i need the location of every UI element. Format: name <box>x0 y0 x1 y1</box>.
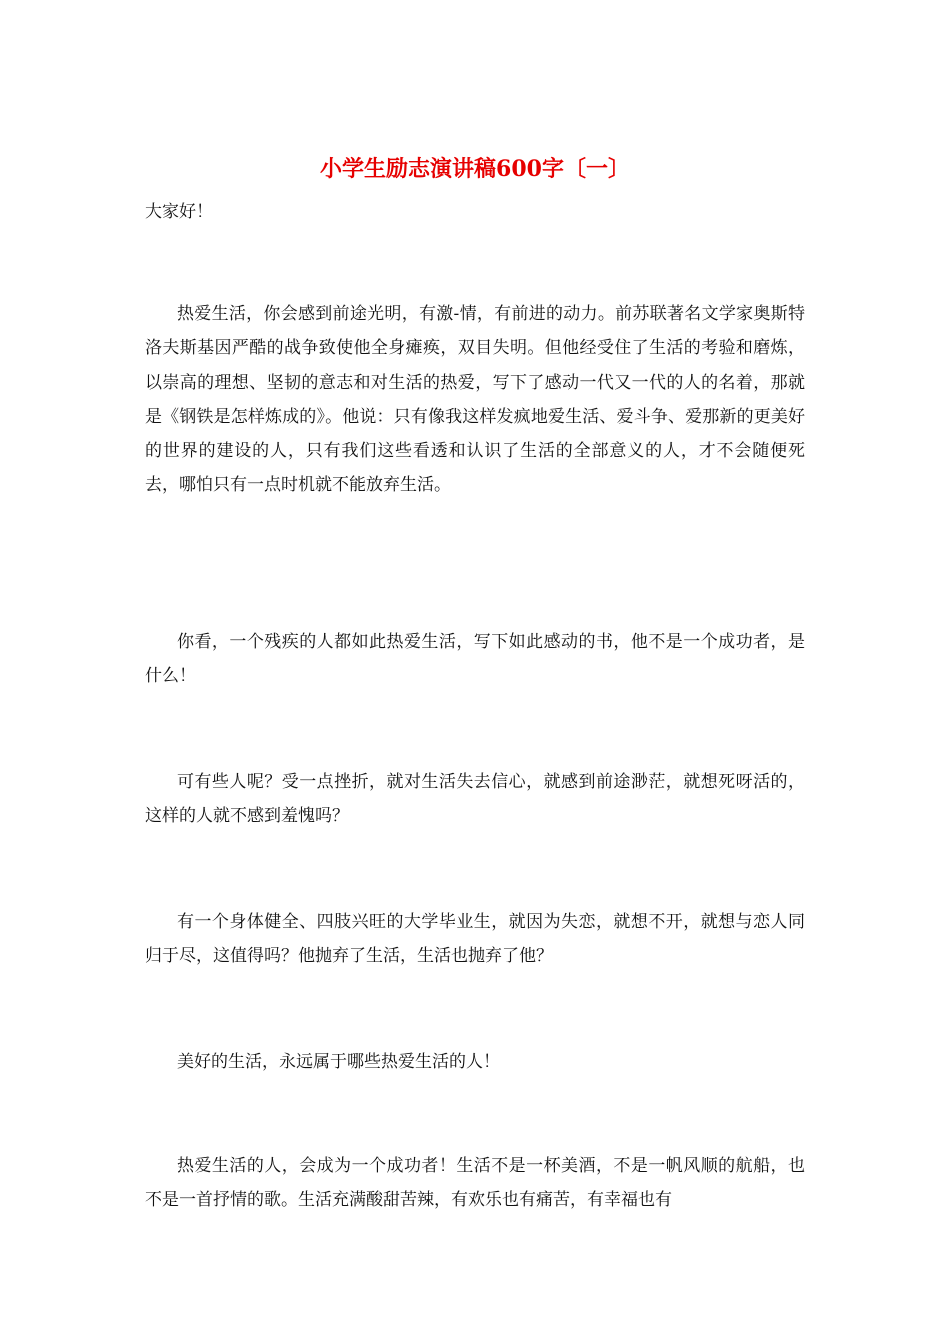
paragraph-4: 有一个身体健全、四肢兴旺的大学毕业生，就因为失恋，就想不开，就想与恋人同归于尽，这值得吗？他抛弃了生活，生活也抛弃了他？ <box>145 912 805 967</box>
paragraph-5: 美好的生活，永远属于哪些热爱生活的人！ <box>177 1052 500 1072</box>
greeting-line: 大家好！ <box>145 202 213 222</box>
paragraph-1: 热爱生活，你会感到前途光明，有激-情，有前进的动力。前苏联著名文学家奥斯特洛夫斯基因严酷的战争致使他全身瘫痪，双目失明。但他经受住了生活的考验和磨炼，以崇高的理想、坚韧的意志和对生活的热爱，写下了感动一代又一代的人的名着，那就是《钢铁是怎样炼成的》。他说：只有像我这样发疯地爱生活、爱斗争、爱那新的更美好的世界的建设的人，只有我们这些看透和认识了生活的全部意义的人，才不会随便死去，哪怕只有一点时机就不能放弃生活。 <box>145 304 805 496</box>
paragraph-6: 热爱生活的人，会成为一个成功者！生活不是一杯美酒，不是一帆风顺的航船，也不是一首抒情的歌。生活充满酸甜苦辣，有欢乐也有痛苦，有幸福也有 <box>145 1156 805 1211</box>
document-title: 小学生励志演讲稿600字〔一〕 <box>320 156 630 182</box>
paragraph-2: 你看，一个残疾的人都如此热爱生活，写下如此感动的书，他不是一个成功者，是什么！ <box>145 632 805 687</box>
paragraph-3: 可有些人呢？受一点挫折，就对生活失去信心，就感到前途渺茫，就想死呀活的，这样的人就不感到羞愧吗？ <box>145 772 805 827</box>
